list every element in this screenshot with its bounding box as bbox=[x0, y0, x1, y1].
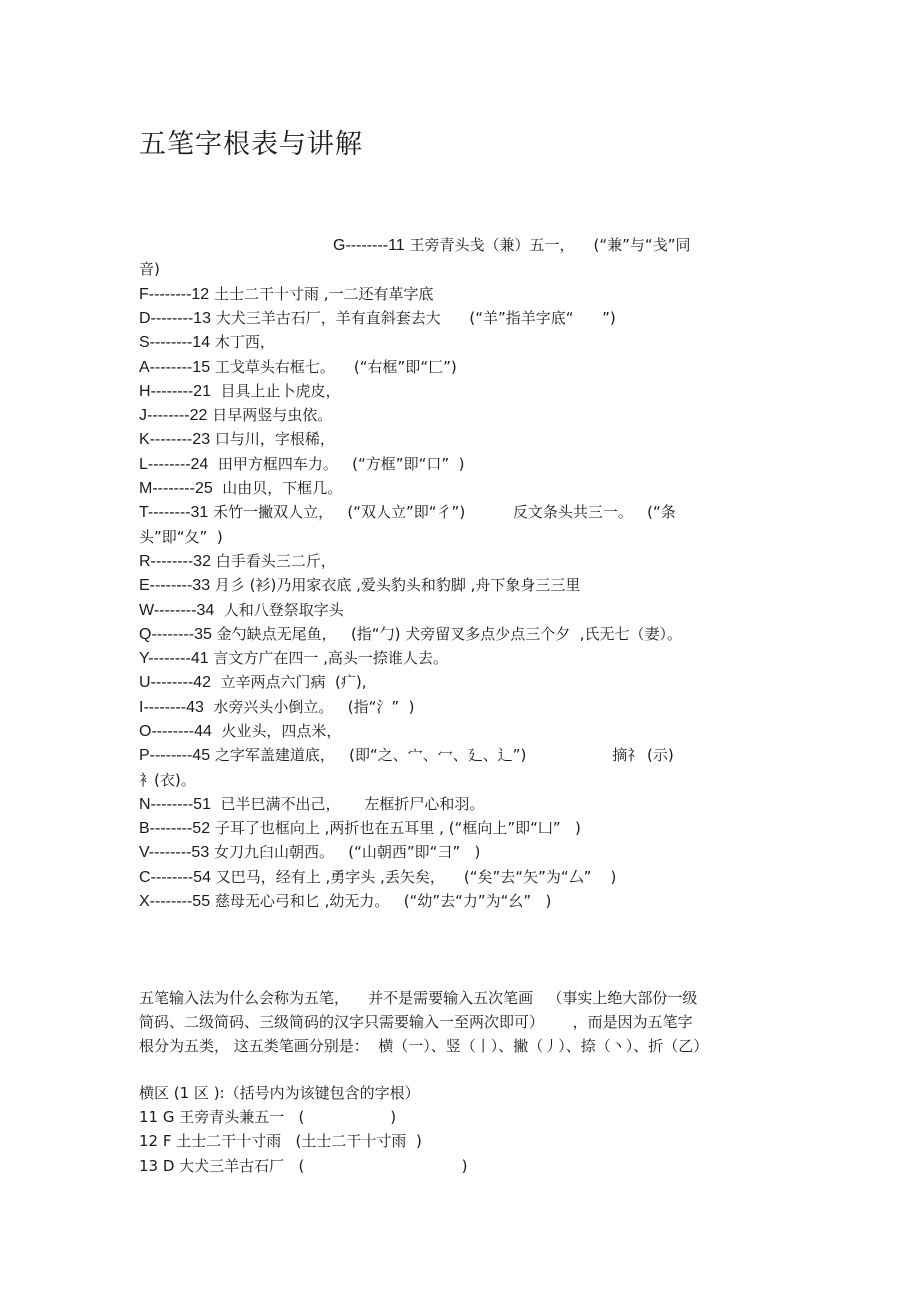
mnemonic-line bbox=[139, 793, 484, 816]
zone-key-line: 11 G 王旁青头兼五一 ( ) bbox=[139, 1108, 397, 1126]
mnemonic-line bbox=[139, 817, 581, 840]
mnemonic-text: 口与川，字根稀， bbox=[210, 430, 335, 448]
key-code: W--------34 bbox=[139, 602, 215, 619]
mnemonic-text: 已半巳满不出己， 左框折尸心和羽。 bbox=[210, 795, 485, 813]
mnemonic-text: 田甲方框四车力。 (“方框”即“口” ) bbox=[208, 455, 465, 473]
mnemonic-line bbox=[139, 331, 275, 354]
mnemonic-line bbox=[139, 501, 676, 524]
mnemonic-line bbox=[139, 866, 616, 889]
key-code: R--------32 bbox=[139, 553, 211, 570]
mnemonic-line bbox=[139, 258, 160, 280]
mnemonic-text: 子耳了也框向上 ,两折也在五耳里 , (“框向上”即“凵” ) bbox=[210, 819, 581, 837]
key-code: D--------13 bbox=[139, 310, 211, 327]
mnemonic-line bbox=[139, 477, 342, 500]
key-code: V--------53 bbox=[139, 844, 210, 861]
key-code: L--------24 bbox=[139, 456, 209, 473]
key-code: S--------14 bbox=[139, 334, 211, 351]
key-code: U--------42 bbox=[139, 674, 211, 691]
key-code: Y--------41 bbox=[139, 650, 209, 667]
mnemonic-text: 月彡 (衫)乃用家衣底 ,爱头豹头和豹脚 ,舟下象身三三里 bbox=[210, 576, 581, 594]
mnemonic-line bbox=[139, 720, 341, 743]
mnemonic-text: 金勺缺点无尾鱼， (指“勹) 犬旁留叉多点少点三个夕 ,氏无七（妻）。 bbox=[211, 625, 682, 643]
key-code: B--------52 bbox=[139, 820, 211, 837]
mnemonic-text: 目具上止卜虎皮， bbox=[210, 382, 341, 400]
mnemonic-text: 人和八登祭取字头 bbox=[214, 601, 344, 619]
zone-key-line: 13 D 大犬三羊古石厂 ( ) bbox=[139, 1157, 468, 1175]
section-heading: 横区 (1 区 ):（括号内为该键包含的字根） bbox=[139, 1084, 420, 1102]
paragraph-line: 根分为五类， 这五类笔画分别是： 横（一）、竖（丨）、撇（丿）、捺（丶）、折（乙） bbox=[139, 1037, 709, 1055]
mnemonic-line bbox=[139, 671, 367, 694]
key-code: K--------23 bbox=[139, 431, 211, 448]
key-code: J--------22 bbox=[139, 407, 208, 424]
mnemonic-text: 衤(衣)。 bbox=[139, 771, 196, 789]
mnemonic-line bbox=[139, 550, 336, 573]
key-code: M--------25 bbox=[139, 480, 213, 497]
key-code: F--------12 bbox=[139, 286, 210, 303]
mnemonic-text: 水旁兴头小倒立。 (指“氵” ) bbox=[203, 698, 415, 716]
mnemonic-text: 又巴马，经有上 ,勇字头 ,丢矢矣， (“矣”去“矢”为“厶” ) bbox=[210, 868, 617, 886]
page-title: 五笔字根表与讲解 bbox=[139, 129, 363, 160]
mnemonic-line bbox=[139, 428, 335, 451]
mnemonic-text: 日早两竖与虫依。 bbox=[207, 406, 333, 424]
mnemonic-text: 火业头，四点米， bbox=[211, 722, 342, 740]
mnemonic-text: 山由贝，下框几。 bbox=[212, 479, 343, 497]
mnemonic-text: 慈母无心弓和匕 ,幼无力。 (“幼”去“力”为“幺” ) bbox=[210, 892, 552, 910]
key-code: P--------45 bbox=[139, 747, 211, 764]
key-code: E--------33 bbox=[139, 577, 211, 594]
paragraph-line: 五笔输入法为什么会称为五笔， 并不是需要输入五次笔画 （事实上绝大部份一级 bbox=[139, 989, 698, 1007]
mnemonic-text: 禾竹一撇双人立， (“双人立”即“彳”) 反文条头共三一。 (“条 bbox=[208, 503, 676, 521]
mnemonic-line bbox=[333, 234, 690, 257]
key-code: X--------55 bbox=[139, 893, 211, 910]
mnemonic-line bbox=[139, 696, 415, 719]
mnemonic-line bbox=[139, 769, 196, 791]
mnemonic-line bbox=[139, 599, 344, 622]
mnemonic-text: 音) bbox=[139, 260, 160, 278]
mnemonic-line bbox=[139, 283, 434, 306]
mnemonic-text: 之字军盖建道底， (即“之、宀、冖、廴、辶”) 摘礻 (示) bbox=[210, 746, 674, 764]
key-code: N--------51 bbox=[139, 796, 211, 813]
mnemonic-text: 女刀九臼山朝西。 (“山朝西”即“彐” ) bbox=[209, 843, 481, 861]
mnemonic-line bbox=[139, 623, 682, 646]
mnemonic-line bbox=[139, 380, 341, 403]
key-code: O--------44 bbox=[139, 723, 212, 740]
mnemonic-text: 王旁青头戋（兼）五一， (“兼”与“戋”同 bbox=[404, 236, 691, 254]
mnemonic-line bbox=[139, 574, 580, 597]
mnemonic-text: 木丁西， bbox=[210, 333, 275, 351]
key-code: Q--------35 bbox=[139, 626, 212, 643]
mnemonic-line bbox=[139, 647, 448, 670]
mnemonic-line bbox=[139, 404, 332, 427]
mnemonic-text: 大犬三羊古石厂，羊有直斜套去大 (“羊”指羊字底“ ”) bbox=[210, 309, 616, 327]
paragraph-line: 简码、二级简码、三级简码的汉字只需要输入一至两次即可） ，而是因为五笔字 bbox=[139, 1013, 693, 1031]
mnemonic-line bbox=[139, 307, 616, 330]
mnemonic-line bbox=[139, 744, 674, 767]
key-code: T--------31 bbox=[139, 504, 209, 521]
mnemonic-text: 立辛两点六门病 (疒), bbox=[210, 673, 367, 691]
mnemonic-line bbox=[139, 526, 223, 548]
mnemonic-line bbox=[139, 453, 465, 476]
mnemonic-text: 白手看头三二斤， bbox=[210, 552, 336, 570]
key-code: G--------11 bbox=[333, 237, 405, 254]
mnemonic-text: 言文方广在四一 ,高头一捺谁人去。 bbox=[208, 649, 448, 667]
key-code: C--------54 bbox=[139, 869, 211, 886]
mnemonic-line bbox=[139, 356, 457, 379]
mnemonic-text: 土士二干十寸雨 ,一二还有革字底 bbox=[209, 285, 434, 303]
key-code: H--------21 bbox=[139, 383, 211, 400]
key-code: A--------15 bbox=[139, 359, 211, 376]
key-code: I--------43 bbox=[139, 699, 204, 716]
mnemonic-text: 工戈草头右框七。 (“右框”即“匚”) bbox=[210, 358, 457, 376]
mnemonic-text: 头”即“夂” ) bbox=[139, 528, 223, 546]
zone-key-line: 12 F 土士二干十寸雨 (土士二干十寸雨 ) bbox=[139, 1132, 422, 1150]
mnemonic-line bbox=[139, 841, 480, 864]
mnemonic-line bbox=[139, 890, 551, 913]
